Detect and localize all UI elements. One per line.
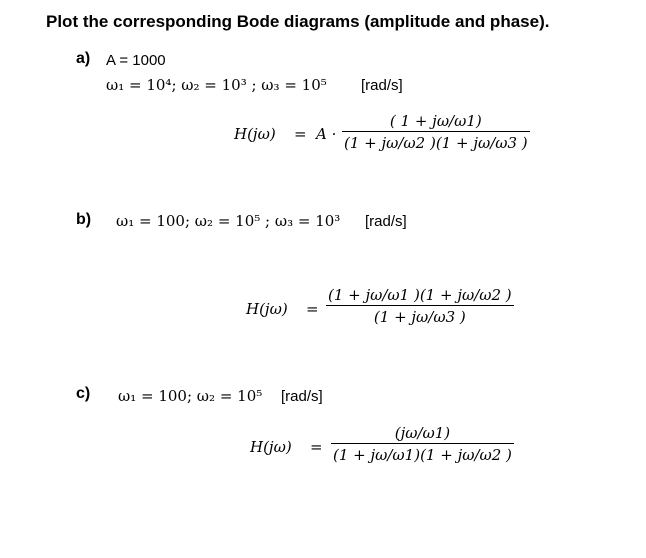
page-title: Plot the corresponding Bode diagrams (amplitude and phase). <box>46 12 550 31</box>
part-b-fraction <box>326 286 514 326</box>
part-a-label: a) <box>76 50 91 67</box>
part-a-frequencies: ω₁ = 10⁴; ω₂ = 10³ ; ω₃ = 10⁵ <box>106 76 327 94</box>
part-a-lhs: H(jω) <box>234 125 276 143</box>
part-a-denominator: (1 + jω/ω2 )(1 + jω/ω3 ) <box>344 134 528 152</box>
part-c-lhs: H(jω) <box>250 438 292 456</box>
part-c-numerator: (jω/ω1) <box>394 424 451 442</box>
part-c-label: c) <box>76 385 91 402</box>
part-c-unit: [rad/s] <box>281 388 323 405</box>
part-c-fraction <box>331 424 514 464</box>
part-a-fraction <box>342 112 530 152</box>
part-b-frequencies: ω₁ = 100; ω₂ = 10⁵ ; ω₃ = 10³ <box>116 212 341 230</box>
part-a-gain: A = 1000 <box>106 52 166 69</box>
part-b-denominator: (1 + jω/ω3 ) <box>373 308 466 326</box>
part-a-numerator: ( 1 + jω/ω1) <box>389 112 482 130</box>
part-a-gain-factor: A · <box>316 125 337 143</box>
part-c-denominator: (1 + jω/ω1)(1 + jω/ω2 ) <box>333 446 512 464</box>
part-a-equals: = <box>294 125 307 143</box>
part-b-lhs: H(jω) <box>246 300 288 318</box>
part-b-label: b) <box>76 211 92 228</box>
part-b-numerator: (1 + jω/ω1 )(1 + jω/ω2 ) <box>328 286 512 304</box>
part-c-equals: = <box>310 438 323 456</box>
part-b-unit: [rad/s] <box>365 213 407 230</box>
part-a-unit: [rad/s] <box>361 77 403 94</box>
part-b-equals: = <box>306 300 319 318</box>
part-c-frequencies: ω₁ = 100; ω₂ = 10⁵ <box>118 387 263 405</box>
